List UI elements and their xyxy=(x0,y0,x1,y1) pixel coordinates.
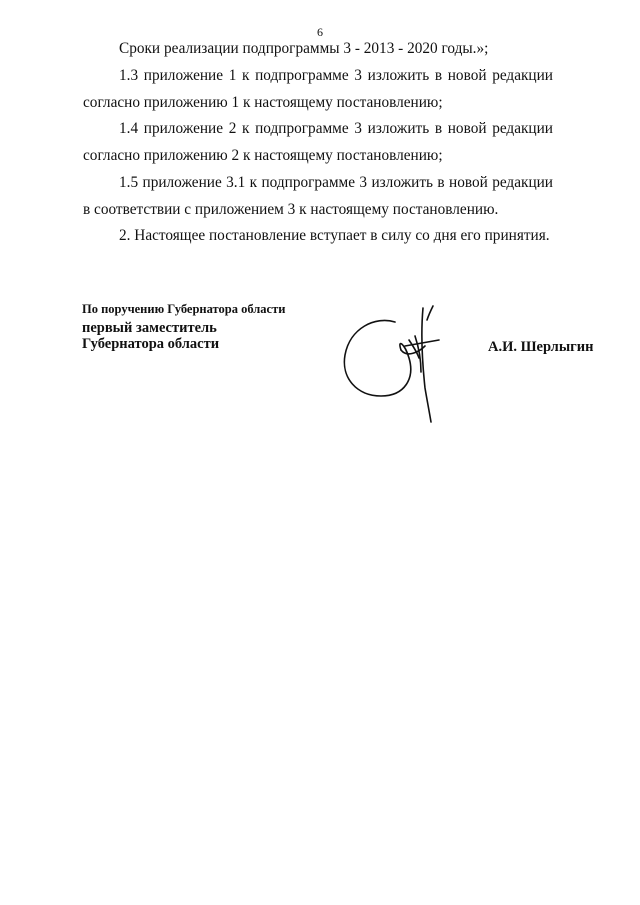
signatory-name: А.И. Шерлыгин xyxy=(488,339,594,355)
handwritten-signature xyxy=(335,300,445,425)
signatory-position-line-2: Губернатора области xyxy=(82,336,220,352)
paragraph-item-1-5: 1.5 приложение 3.1 к подпрограмме 3 изложить в новой редакции в соответствии с приложением 3 к настоящему постановлению. xyxy=(83,174,553,218)
page-number: 6 xyxy=(317,25,323,39)
paragraph-item-2: 2. Настоящее постановление вступает в силу со дня его принятия. xyxy=(119,227,550,244)
paragraph-deadlines: Сроки реализации подпрограммы 3 - 2013 - 2020 годы.»; xyxy=(119,40,489,57)
signatory-position-line: первый заместитель xyxy=(82,320,217,336)
signatory-authority-line: По поручению Губернатора области xyxy=(82,302,286,316)
paragraph-item-1-3: 1.3 приложение 1 к подпрограмме 3 изложить в новой редакции согласно приложению 1 к настоящему постановлению; xyxy=(83,67,553,111)
paragraph-item-1-4: 1.4 приложение 2 к подпрограмме 3 изложить в новой редакции согласно приложению 2 к настоящему постановлению; xyxy=(83,120,553,164)
